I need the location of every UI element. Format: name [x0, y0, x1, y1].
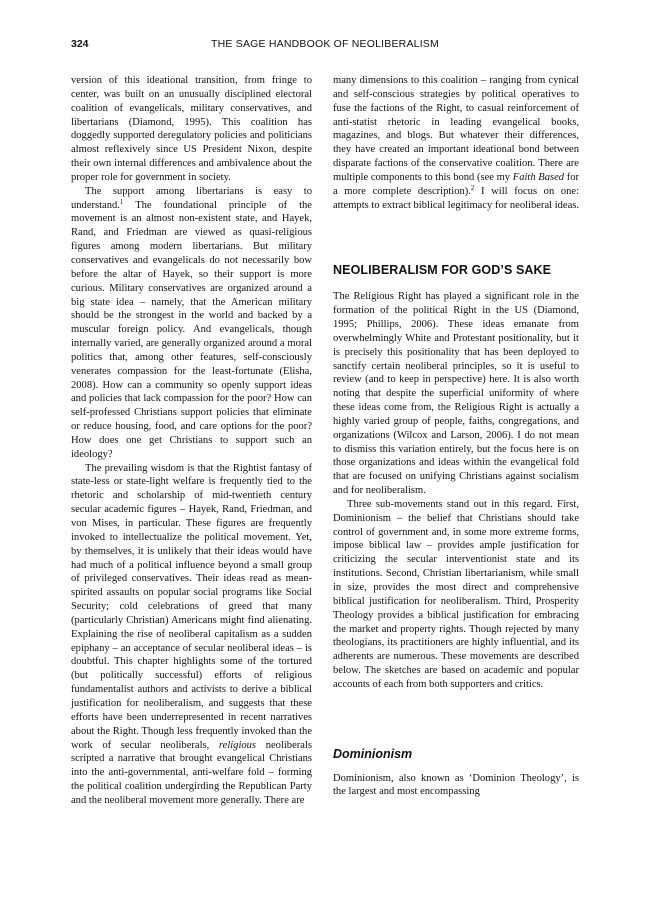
paragraph-text: neoliberals scripted a narrative that brought evangelical Christians into the anti-governmental, anti-welfare fold – forming the political coalition undergirding the Republican Party and the neoliberal movement more generally. There are: [71, 739, 312, 806]
footnote-marker[interactable]: 2: [470, 183, 475, 192]
paragraph-text: The Religious Right has played a significant role in the formation of the political Right in the US (Diamond, 1995; Phillips, 2006). These ideas emanate from overwhelmingly White and Protestant positionality, but it is precisely this positionality that has been deployed to sanctify certain neoliberal principles, so it is useful to review (and to keep in perspective) here. It is also worth noting that despite the superficial uniformity of where these ideas come from, the Religious Right is actually a highly varied group of people, faiths, congregations, and organizations (Wilcox and Larson, 2006). I do not mean to dismiss this variation entirely, but the focus here is on those organizations and ideas within the evangelical fold that are focused on unifying Christians against socialism and for neoliberalism.: [333, 291, 579, 497]
paragraph-text: The support among libertarians is easy to understand.: [71, 185, 312, 211]
paragraph: [333, 498, 579, 692]
paragraph-text: The foundational principle of the movement is an almost non-existent state, and Hayek, Rand, and Friedman are viewed as quasi-religious figures among modern libertarians. But military conservatives and evangelicals do not necessarily bow before the altar of Hayek, so their support is more curious. Military conservatives are organized around a big state idea – namely, that the American military should be the strongest in the world and backed by a muscular foreign policy. And evangelicals, though internally varied, are generally organized around a moral politics that, among other features, self-consciously venerates compassion for the least-fortunate (Elisha, 2008). How can a community so openly support ideas and policies that lack compassion for the poor? How can self-professed Christians support policies that eliminate or reduce housing, food, and care options for the poor? How does one get Christians to support such an ideology?: [71, 199, 312, 460]
running-header: [71, 38, 579, 52]
paragraph: [71, 74, 312, 185]
section-heading: NEOLIBERALISM FOR GOD’S SAKE: [333, 263, 552, 278]
paragraph: [71, 185, 312, 462]
paragraph-text: many dimensions to this coalition – ranging from cynical and self-conscious strategies by political operatives to fuse the factions of the Right, to casual reinforcement of anti-statist rhetoric in leading evangelical books, magazines, and blogs. But whatever their differences, they have created an important ideational bond between disparate factions of the conservative coalition. There are multiple components to this bond (see my: [333, 75, 579, 183]
book-title: Faith Based: [512, 171, 565, 183]
emphasis-text: religious: [218, 739, 257, 751]
paragraph: [71, 462, 312, 808]
subsection-heading: Dominionism: [333, 746, 413, 761]
right-column: [333, 74, 579, 799]
page-number: 324: [71, 38, 89, 50]
running-title: THE SAGE HANDBOOK OF NEOLIBERALISM: [211, 38, 439, 50]
paragraph: [333, 290, 579, 498]
paragraph-text: The prevailing wisdom is that the Rightist fantasy of state-less or state-light welfare is frequently tied to the rhetoric and scholarship of mid-twentieth century secular academic figures – Hayek, Rand, Friedman, and von Mises, in particular. These figures are frequently invoked to intellectualize the political movement. Yet, by themselves, it is unlikely that their ideas would have had much of a political influence beyond a small group of privileged conservatives. Their ideas read as mean-spirited assaults on popular social programs like Social Security; cold celebrations of greed that many (particularly Christian) Americans might find alienating. Explaining the rise of neoliberal capitalism as a sudden epiphany – an acceptance of secular neoliberal ideas – is doubtful. This chapter highlights some of the tortured (but politically successful) efforts of religious fundamentalist authors and activists to derive a biblical justification for neoliberalism, and suggests that these efforts have been underrepresented in recent narratives about the Right. Though less frequently invoked than the work of secular neoliberals,: [71, 462, 312, 751]
paragraph-text: Three sub-movements stand out in this regard. First, Dominionism – the belief that Christians should take control of government and, in some more extreme forms, impose biblical law – provides ample justification for criticizing the secular interventionist state and its institutions. Second, Christian libertarianism, while small in size, provides the most direct and comprehensive biblical justification for neoliberalism. Third, Prosperity Theology provides a biblical justification for embracing the market and property rights. Though rejected by many theologians, its practitioners are highly influential, and its adherents are numerous. These movements are described below. The sketches are based on academic and popular accounts of each from both supporters and critics.: [333, 498, 579, 690]
left-column: [71, 74, 312, 808]
paragraph-text: for a more complete description).: [333, 171, 580, 197]
paragraph: [333, 772, 579, 800]
paragraph-text: version of this ideational transition, from fringe to center, was built on an unusually disciplined electoral coalition of evangelicals, military conservatives, and libertarians (Diamond, 1995). This coalition has doggedly supported deregulatory policies and politicians almost reflexively since US President Nixon, despite their own internal differences and ambivalence about the proper role for government in society.: [71, 75, 312, 183]
paragraph-text: I will focus on one: attempts to extract biblical legitimacy for neoliberal ideas.: [333, 185, 580, 211]
paragraph-text: Dominionism, also known as ‘Dominion Theology’, is the largest and most encompassing: [333, 772, 579, 798]
footnote-marker[interactable]: 1: [119, 197, 124, 206]
paragraph: [333, 74, 579, 212]
